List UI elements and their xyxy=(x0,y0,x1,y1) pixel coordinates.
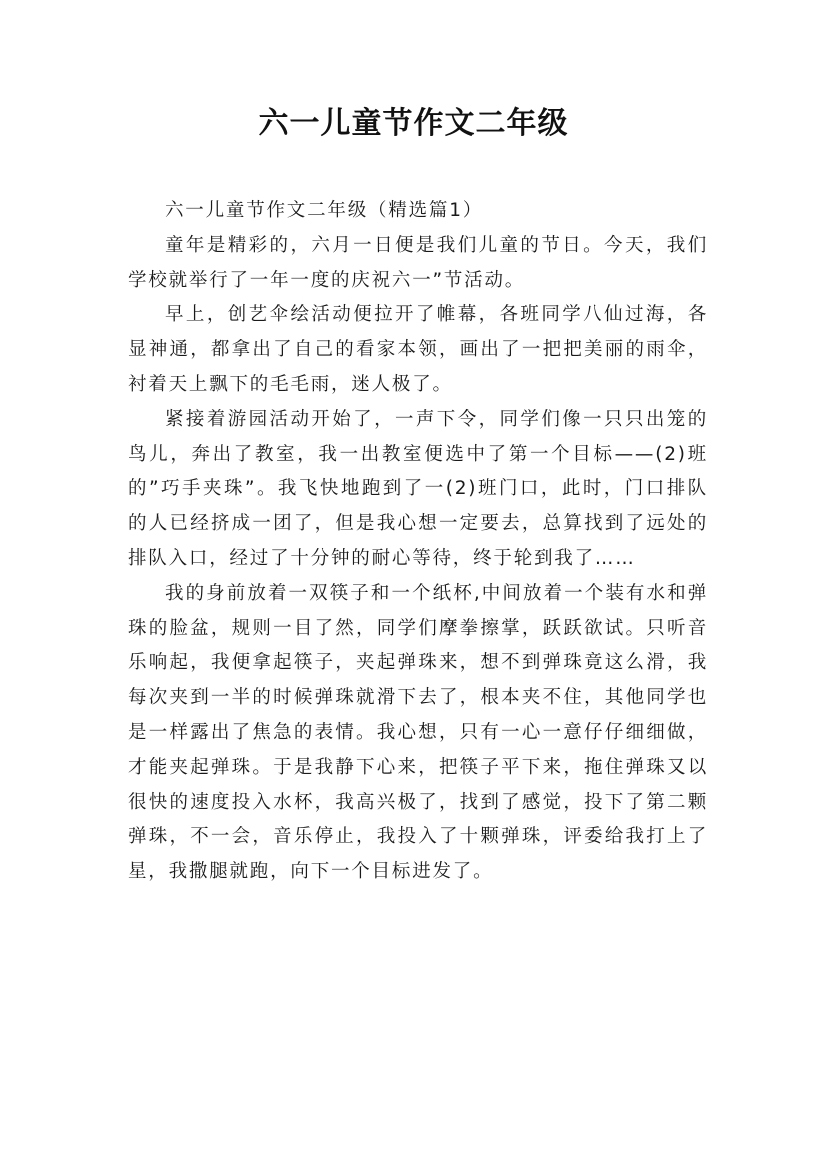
document-body xyxy=(128,194,708,890)
paragraph-3: 紧接着游园活动开始了，一声下令，同学们像一只只出笼的鸟儿，奔出了教室，我一出教室便选中了第一个目标——(2)班的”巧手夹珠”。我飞快地跑到了一(2)班门口，此时，门口排队的人已经挤成一团了，但是我心想一定要去，总算找到了远处的排队入口，经过了十分钟的耐心等待，终于轮到我了…… xyxy=(128,408,708,569)
paragraph-4: 我的身前放着一双筷子和一个纸杯,中间放着一个装有水和弹珠的脸盆，规则一目了然，同学们摩拳擦掌，跃跃欲试。只听音乐响起，我便拿起筷子，夹起弹珠来，想不到弹珠竟这么滑，我每次夹到一半的时候弹珠就滑下去了，根本夹不住，其他同学也是一样露出了焦急的表情。我心想，只有一心一意仔仔细细做，才能夹起弹珠。于是我静下心来，把筷子平下来，拖住弹珠又以很快的速度投入水杯，我高兴极了，找到了感觉，投下了第二颗弹珠，不一会，音乐停止，我投入了十颗弹珠，评委给我打上了星，我撒腿就跑，向下一个目标进发了。 xyxy=(128,582,708,883)
paragraph-1: 童年是精彩的，六月一日便是我们儿童的节日。今天，我们学校就举行了一年一度的庆祝六一”节活动。 xyxy=(128,234,708,291)
paragraph-2: 早上，创艺伞绘活动便拉开了帷幕，各班同学八仙过海，各显神通，都拿出了自己的看家本领，画出了一把把美丽的雨伞，衬着天上飘下的毛毛雨，迷人极了。 xyxy=(128,304,708,395)
section-heading: 六一儿童节作文二年级（精选篇1） xyxy=(165,200,484,221)
document-title: 六一儿童节作文二年级 xyxy=(258,106,569,141)
